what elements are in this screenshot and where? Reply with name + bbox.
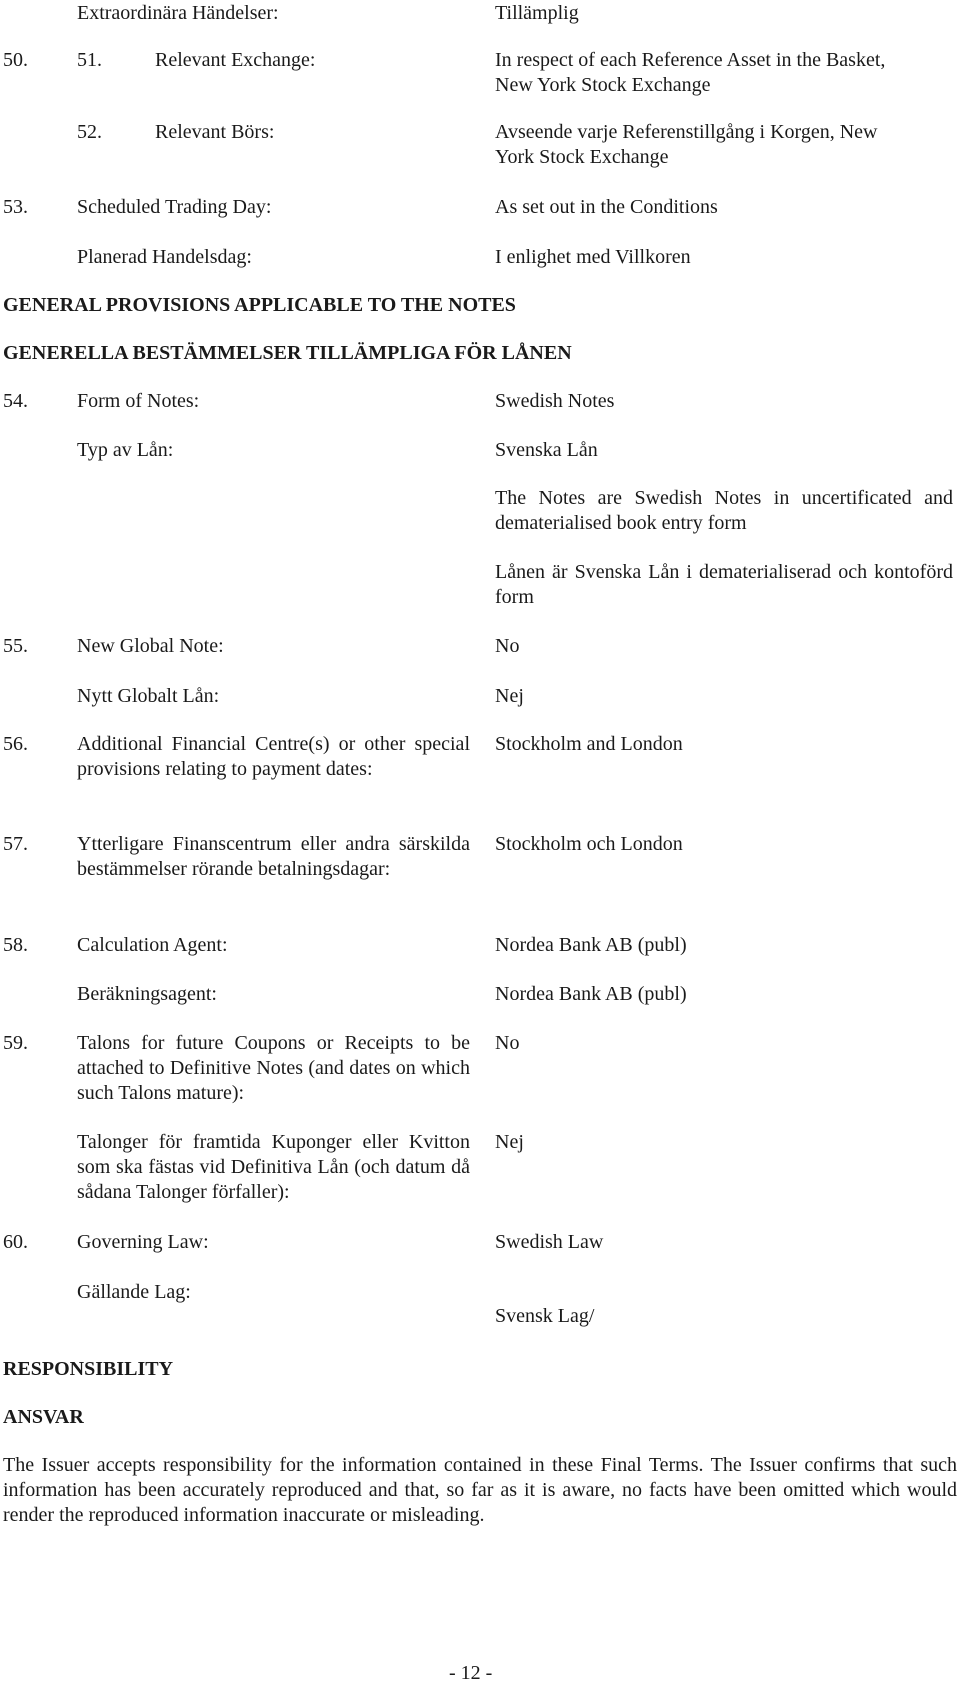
label-calculation-agent: Calculation Agent: <box>77 934 228 956</box>
value-relevant-exchange-line1: In respect of each Reference Asset in the Basket, <box>495 49 886 71</box>
value-nytt-globalt-lan: Nej <box>495 685 524 707</box>
label-talons: Talons for future Coupons or Receipts to be attached to Definitive Notes (and dates on which such Talons mature): <box>77 1032 470 1104</box>
label-governing-law: Governing Law: <box>77 1231 209 1253</box>
value-calculation-agent: Nordea Bank AB (publ) <box>495 934 687 956</box>
label-relevant-bors: Relevant Börs: <box>155 121 275 143</box>
num-60: 60. <box>3 1231 28 1253</box>
label-ytterligare-finanscentrum: Ytterligare Finanscentrum eller andra särskilda bestämmelser rörande betalningsdagar: <box>77 833 470 880</box>
num-52: 52. <box>77 121 102 143</box>
label-berakningsagent: Beräkningsagent: <box>77 983 217 1005</box>
value-relevant-bors-line1: Avseende varje Referenstillgång i Korgen, New <box>495 121 878 143</box>
value-talons: No <box>495 1032 520 1054</box>
value-gallande-lag: Svensk Lag/ <box>495 1305 595 1327</box>
num-59: 59. <box>3 1032 28 1054</box>
label-gallande-lag: Gällande Lag: <box>77 1281 191 1303</box>
value-new-global-note: No <box>495 635 520 657</box>
label-relevant-exchange: Relevant Exchange: <box>155 49 316 71</box>
value-typ-av-lan: Svenska Lån <box>495 439 598 461</box>
label-talonger: Talonger för framtida Kuponger eller Kvitton som ska fästas vid Definitiva Lån (och datum då sådana Talonger förfaller): <box>77 1131 470 1203</box>
num-50: 50. <box>3 49 28 71</box>
label-planerad-handelsdag: Planerad Handelsdag: <box>77 246 252 268</box>
responsibility-paragraph: The Issuer accepts responsibility for the information contained in these Final Terms. The Issuer confirms that such information has been accurately reproduced and that, so far as it is aware, no facts have been omitted which would render the reproduced information inaccurate or misleading. <box>3 1454 957 1526</box>
value-berakningsagent: Nordea Bank AB (publ) <box>495 983 687 1005</box>
value-ytterligare-finanscentrum: Stockholm och London <box>495 833 683 855</box>
value-form-of-notes: Swedish Notes <box>495 390 615 412</box>
num-53: 53. <box>3 196 28 218</box>
note-form-of-notes-sv: Lånen är Svenska Lån i dematerialiserad och kontoförd form <box>495 561 953 608</box>
label-extraordinary-events: Extraordinära Händelser: <box>77 2 279 24</box>
num-55: 55. <box>3 635 28 657</box>
value-relevant-bors-line2: York Stock Exchange <box>495 146 669 168</box>
label-typ-av-lan: Typ av Lån: <box>77 439 174 461</box>
num-54: 54. <box>3 390 28 412</box>
label-nytt-globalt-lan: Nytt Globalt Lån: <box>77 685 220 707</box>
heading-responsibility: RESPONSIBILITY <box>3 1358 174 1380</box>
num-51: 51. <box>77 49 102 71</box>
heading-generella-bestammelser: GENERELLA BESTÄMMELSER TILLÄMPLIGA FÖR LÅNEN <box>3 342 572 364</box>
num-58: 58. <box>3 934 28 956</box>
heading-general-provisions: GENERAL PROVISIONS APPLICABLE TO THE NOTES <box>3 294 516 316</box>
label-new-global-note: New Global Note: <box>77 635 224 657</box>
label-form-of-notes: Form of Notes: <box>77 390 200 412</box>
note-form-of-notes-en: The Notes are Swedish Notes in uncertificated and dematerialised book entry form <box>495 487 953 534</box>
value-governing-law: Swedish Law <box>495 1231 604 1253</box>
value-additional-financial-centres: Stockholm and London <box>495 733 683 755</box>
num-56: 56. <box>3 733 28 755</box>
label-scheduled-trading-day: Scheduled Trading Day: <box>77 196 272 218</box>
heading-ansvar: ANSVAR <box>3 1406 84 1428</box>
label-additional-financial-centres: Additional Financial Centre(s) or other special provisions relating to payment dates: <box>77 733 470 780</box>
value-relevant-exchange-line2: New York Stock Exchange <box>495 74 711 96</box>
page-number: - 12 - <box>449 1662 493 1684</box>
value-talonger: Nej <box>495 1131 524 1153</box>
value-scheduled-trading-day: As set out in the Conditions <box>495 196 718 218</box>
value-planerad-handelsdag: I enlighet med Villkoren <box>495 246 691 268</box>
value-extraordinary-events: Tillämplig <box>495 2 579 24</box>
num-57: 57. <box>3 833 28 855</box>
